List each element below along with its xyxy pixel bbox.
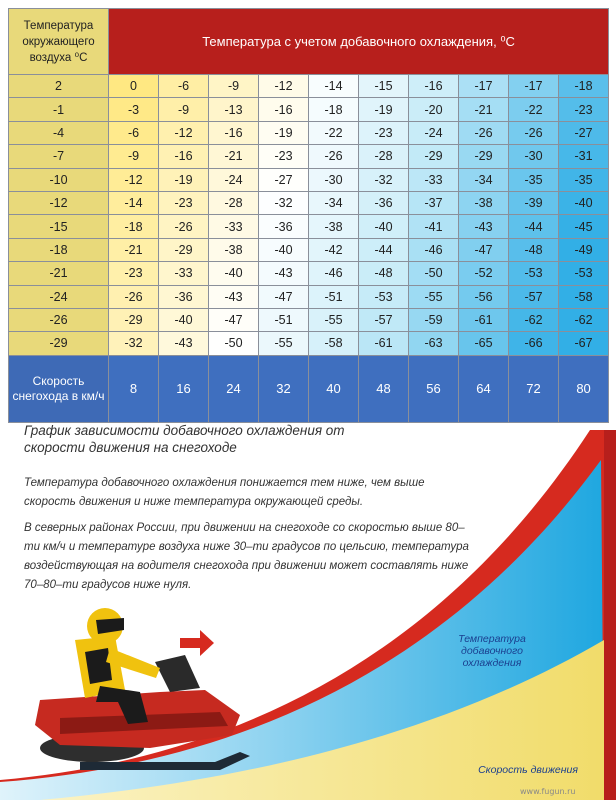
chill-value-cell: -35: [559, 168, 609, 191]
chill-value-cell: -26: [459, 121, 509, 144]
chill-value-cell: -29: [409, 145, 459, 168]
chill-value-cell: -47: [459, 238, 509, 261]
chill-value-cell: -53: [509, 262, 559, 285]
chill-value-cell: -61: [359, 332, 409, 355]
chill-value-cell: -19: [259, 121, 309, 144]
chill-value-cell: -23: [109, 262, 159, 285]
chill-value-cell: -26: [509, 121, 559, 144]
chill-value-cell: -45: [559, 215, 609, 238]
chill-value-cell: -34: [459, 168, 509, 191]
chill-value-cell: -6: [109, 121, 159, 144]
ambient-temp-cell: -18: [9, 238, 109, 261]
chill-value-cell: -38: [309, 215, 359, 238]
chill-value-cell: -17: [509, 75, 559, 98]
chill-value-cell: -9: [159, 98, 209, 121]
chill-value-cell: -30: [309, 168, 359, 191]
paragraph-2: В северных районах России, при движении на снегоходе со скоростью выше 80–ти км/ч и температуре воздуха ниже 30–ти градусов по цельсию, температура воздействующая на водителя снегохода при движении может составлять ниже 70–80–ти градусов ниже нуля.: [24, 522, 469, 591]
table-row: [9, 262, 609, 285]
chill-value-cell: -28: [209, 191, 259, 214]
ambient-temp-cell: -24: [9, 285, 109, 308]
chill-value-cell: -63: [409, 332, 459, 355]
chill-value-cell: -66: [509, 332, 559, 355]
speed-value-cell: 80: [559, 355, 609, 422]
chill-value-cell: -55: [259, 332, 309, 355]
wind-chill-table: [8, 8, 609, 423]
speed-row-label: Скорость снегохода в км/ч: [9, 355, 109, 422]
table-row: [9, 215, 609, 238]
header-row: [9, 9, 609, 75]
chill-value-cell: -26: [309, 145, 359, 168]
table-row: [9, 98, 609, 121]
chill-value-cell: -12: [259, 75, 309, 98]
ambient-temp-header: Температура окружающего воздуха ⁰C: [9, 9, 109, 75]
chill-value-cell: -16: [209, 121, 259, 144]
chill-value-cell: -50: [409, 262, 459, 285]
speed-value-cell: 72: [509, 355, 559, 422]
ambient-temp-cell: 2: [9, 75, 109, 98]
chill-value-cell: -43: [459, 215, 509, 238]
chill-value-cell: -51: [259, 308, 309, 331]
chill-value-cell: -9: [109, 145, 159, 168]
chill-value-cell: -27: [559, 121, 609, 144]
chill-value-cell: -62: [509, 308, 559, 331]
chill-value-cell: -6: [159, 75, 209, 98]
chill-value-cell: -35: [509, 168, 559, 191]
table-row: [9, 238, 609, 261]
ambient-temp-cell: -29: [9, 332, 109, 355]
chill-value-cell: -43: [209, 285, 259, 308]
table-row: [9, 285, 609, 308]
speed-row: [9, 355, 609, 422]
chill-value-cell: -22: [509, 98, 559, 121]
speed-value-cell: 24: [209, 355, 259, 422]
speed-value-cell: 56: [409, 355, 459, 422]
chill-chart-graphic: [0, 430, 616, 800]
chill-value-cell: -33: [159, 262, 209, 285]
chill-value-cell: -21: [459, 98, 509, 121]
chill-value-cell: -22: [309, 121, 359, 144]
chill-value-cell: -55: [309, 308, 359, 331]
chill-value-cell: -21: [209, 145, 259, 168]
speed-value-cell: 16: [159, 355, 209, 422]
chill-value-cell: -61: [459, 308, 509, 331]
speed-axis-label: Скорость движения: [478, 764, 578, 776]
chill-value-cell: -26: [109, 285, 159, 308]
chill-value-cell: -36: [359, 191, 409, 214]
chill-value-cell: -52: [459, 262, 509, 285]
chill-value-cell: -38: [459, 191, 509, 214]
table-row: [9, 168, 609, 191]
chill-value-cell: -42: [309, 238, 359, 261]
chill-value-cell: -19: [359, 98, 409, 121]
ambient-temp-cell: -21: [9, 262, 109, 285]
chill-value-cell: -53: [359, 285, 409, 308]
table-row: [9, 191, 609, 214]
chill-value-cell: -26: [159, 215, 209, 238]
chill-value-cell: -17: [459, 75, 509, 98]
chill-value-cell: -36: [159, 285, 209, 308]
chill-value-cell: -24: [209, 168, 259, 191]
chill-value-cell: -32: [109, 332, 159, 355]
chill-value-cell: -40: [209, 262, 259, 285]
chill-value-cell: -57: [509, 285, 559, 308]
chill-value-cell: -48: [359, 262, 409, 285]
chill-value-cell: -15: [359, 75, 409, 98]
chill-value-cell: -58: [309, 332, 359, 355]
table-row: [9, 121, 609, 144]
chill-value-cell: -50: [209, 332, 259, 355]
ambient-temp-cell: -26: [9, 308, 109, 331]
chill-value-cell: -57: [359, 308, 409, 331]
speed-value-cell: 64: [459, 355, 509, 422]
chill-value-cell: -18: [559, 75, 609, 98]
chill-value-cell: -47: [259, 285, 309, 308]
chill-value-cell: -53: [559, 262, 609, 285]
speed-value-cell: 40: [309, 355, 359, 422]
chill-value-cell: -33: [209, 215, 259, 238]
chill-value-cell: -41: [409, 215, 459, 238]
chill-value-cell: -23: [259, 145, 309, 168]
chill-value-cell: -32: [259, 191, 309, 214]
chill-value-cell: -40: [559, 191, 609, 214]
chart-caption: График зависимости добавочного охлаждения от скорости движения на снегоходе: [24, 423, 345, 455]
arrow-right-icon: [180, 630, 214, 656]
chill-value-cell: -12: [159, 121, 209, 144]
chill-value-cell: -40: [359, 215, 409, 238]
table-row: [9, 308, 609, 331]
table-row: [9, 75, 609, 98]
chill-value-cell: -40: [159, 308, 209, 331]
chill-value-cell: -32: [359, 168, 409, 191]
chill-value-cell: 0: [109, 75, 159, 98]
ambient-temp-cell: -15: [9, 215, 109, 238]
chill-value-cell: -58: [559, 285, 609, 308]
chill-value-cell: -56: [459, 285, 509, 308]
chill-value-cell: -18: [109, 215, 159, 238]
chill-value-cell: -20: [409, 98, 459, 121]
ambient-temp-cell: -7: [9, 145, 109, 168]
chill-value-cell: -29: [459, 145, 509, 168]
ambient-temp-cell: -10: [9, 168, 109, 191]
chill-value-cell: -27: [259, 168, 309, 191]
chill-value-cell: -51: [309, 285, 359, 308]
chill-value-cell: -59: [409, 308, 459, 331]
chill-value-cell: -18: [309, 98, 359, 121]
ambient-temp-cell: -1: [9, 98, 109, 121]
watermark: www.fugun.ru: [520, 787, 576, 796]
speed-value-cell: 32: [259, 355, 309, 422]
chill-value-cell: -49: [559, 238, 609, 261]
chill-value-cell: -14: [109, 191, 159, 214]
chill-value-cell: -36: [259, 215, 309, 238]
chill-value-cell: -37: [409, 191, 459, 214]
chill-value-cell: -40: [259, 238, 309, 261]
speed-value-cell: 48: [359, 355, 409, 422]
paragraph-1: Температура добавочного охлаждения понижается тем ниже, чем выше скорость движения и ниже температура окружающей среды.: [24, 477, 425, 508]
ambient-temp-cell: -4: [9, 121, 109, 144]
chill-value-cell: -39: [509, 191, 559, 214]
chill-value-cell: -23: [559, 98, 609, 121]
chill-value-cell: -33: [409, 168, 459, 191]
chill-value-cell: -62: [559, 308, 609, 331]
chill-value-cell: -47: [209, 308, 259, 331]
chill-value-cell: -46: [309, 262, 359, 285]
chill-value-cell: -14: [309, 75, 359, 98]
chill-value-cell: -28: [359, 145, 409, 168]
chill-value-cell: -12: [109, 168, 159, 191]
table-row: [9, 145, 609, 168]
chill-value-cell: -55: [409, 285, 459, 308]
chill-value-cell: -21: [109, 238, 159, 261]
chill-value-cell: -19: [159, 168, 209, 191]
chill-value-cell: -43: [159, 332, 209, 355]
ambient-temp-cell: -12: [9, 191, 109, 214]
chill-value-cell: -44: [359, 238, 409, 261]
chill-value-cell: -16: [159, 145, 209, 168]
chill-value-cell: -65: [459, 332, 509, 355]
chill-value-cell: -29: [159, 238, 209, 261]
red-edge: [604, 430, 616, 800]
chill-value-cell: -44: [509, 215, 559, 238]
chill-value-cell: -46: [409, 238, 459, 261]
chill-value-cell: -67: [559, 332, 609, 355]
table-row: [9, 332, 609, 355]
temp-axis-label: Температура добавочного охлаждения: [458, 633, 526, 669]
chill-value-cell: -9: [209, 75, 259, 98]
chill-value-cell: -31: [559, 145, 609, 168]
chill-value-cell: -48: [509, 238, 559, 261]
chill-value-cell: -23: [359, 121, 409, 144]
chill-value-cell: -43: [259, 262, 309, 285]
chill-value-cell: -13: [209, 98, 259, 121]
chill-value-cell: -29: [109, 308, 159, 331]
chill-value-cell: -16: [259, 98, 309, 121]
chill-value-cell: -38: [209, 238, 259, 261]
chill-value-cell: -30: [509, 145, 559, 168]
speed-value-cell: 8: [109, 355, 159, 422]
chill-value-cell: -3: [109, 98, 159, 121]
chill-value-cell: -34: [309, 191, 359, 214]
chill-value-cell: -16: [409, 75, 459, 98]
chill-value-cell: -23: [159, 191, 209, 214]
chill-value-cell: -24: [409, 121, 459, 144]
table-title: Температура с учетом добавочного охлаждения, ⁰С: [109, 9, 609, 75]
